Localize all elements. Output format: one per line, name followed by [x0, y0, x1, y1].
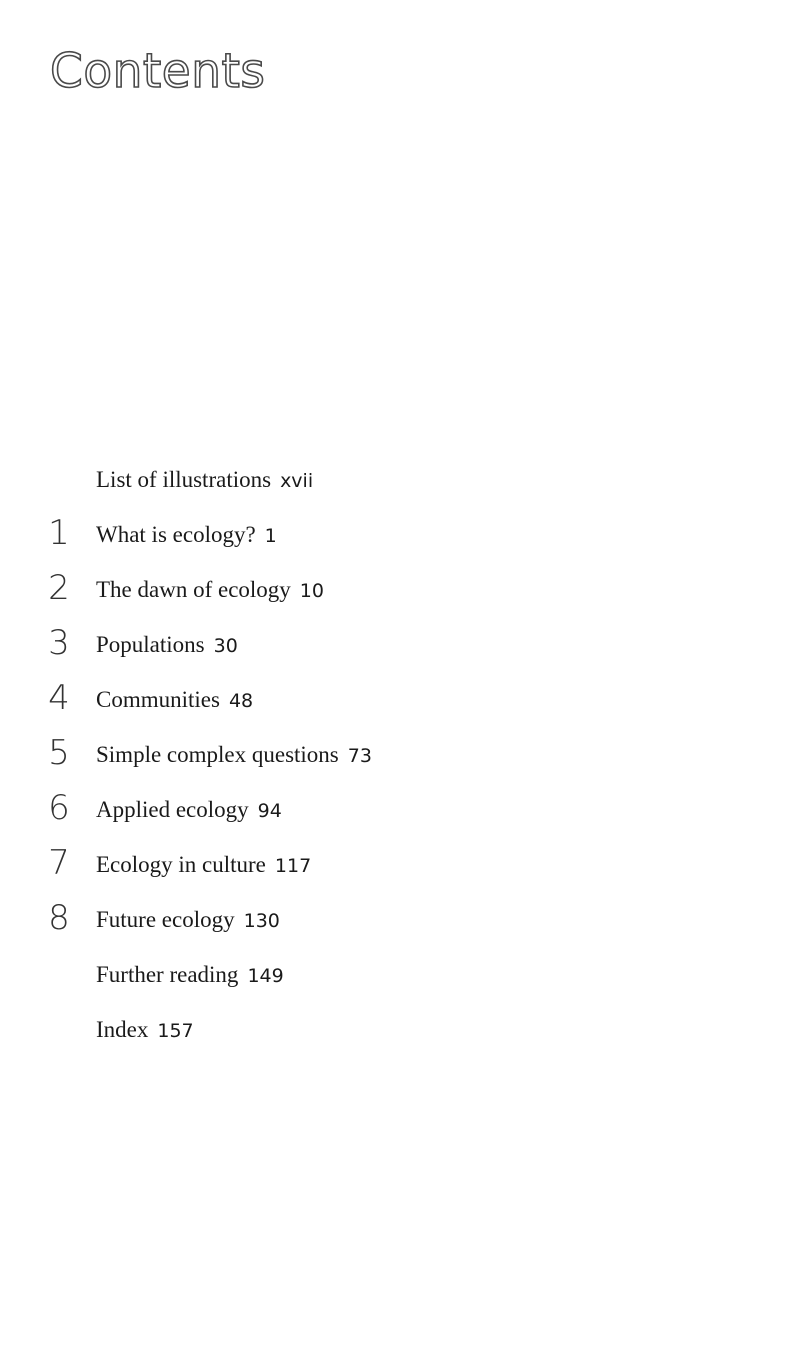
toc-entry-title[interactable]: Future ecology [96, 907, 235, 932]
toc-entry-page[interactable]: 48 [228, 690, 254, 712]
toc-entry-text [96, 906, 280, 937]
toc-entry-text [96, 576, 324, 607]
toc-entry-page[interactable]: 117 [274, 855, 312, 877]
chapter-number: 6 [48, 788, 70, 828]
toc-entry-page[interactable]: xvii [280, 470, 314, 492]
toc-entry-chapter-4[interactable] [0, 678, 800, 733]
toc-entry-page[interactable]: 1 [264, 525, 277, 547]
toc-entry-page[interactable]: 10 [299, 580, 324, 602]
chapter-number: 2 [48, 568, 70, 608]
toc-entry-text [96, 631, 238, 662]
toc-entry-page[interactable]: 130 [243, 910, 280, 932]
toc-entry-title[interactable]: What is ecology? [96, 522, 256, 547]
toc-entry-page[interactable]: 94 [257, 800, 282, 822]
page-title: Contents [50, 44, 266, 99]
toc-entry-page[interactable]: 30 [213, 635, 238, 657]
toc-entry-chapter-5[interactable] [0, 733, 800, 788]
toc-entry-text [96, 796, 282, 827]
toc-entry-chapter-7[interactable] [0, 843, 800, 898]
toc-entry-text [96, 521, 277, 552]
chapter-number: 4 [48, 678, 70, 718]
toc-entry-text [96, 686, 253, 717]
toc-entry-text [96, 466, 313, 497]
toc-entry-chapter-6[interactable] [0, 788, 800, 843]
toc-entry-text [96, 1016, 194, 1047]
toc-entry-title[interactable]: The dawn of ecology [96, 577, 291, 602]
toc-entry-title[interactable]: Applied ecology [96, 797, 249, 822]
chapter-number: 1 [48, 513, 70, 553]
table-of-contents [0, 458, 800, 1063]
toc-entry-page[interactable]: 73 [347, 745, 372, 767]
toc-entry-title[interactable]: Simple complex questions [96, 742, 339, 767]
toc-entry-list-of-illustrations[interactable] [0, 458, 800, 513]
toc-entry-title[interactable]: Further reading [96, 962, 239, 987]
toc-entry-index[interactable] [0, 1008, 800, 1063]
toc-entry-title[interactable]: Populations [96, 632, 205, 657]
toc-entry-further-reading[interactable] [0, 953, 800, 1008]
toc-entry-text [96, 961, 284, 992]
chapter-number: 7 [48, 843, 70, 883]
toc-entry-chapter-2[interactable] [0, 568, 800, 623]
toc-entry-chapter-1[interactable] [0, 513, 800, 568]
toc-entry-title[interactable]: Index [96, 1017, 149, 1042]
toc-entry-page[interactable]: 157 [157, 1020, 194, 1042]
chapter-number: 3 [48, 623, 70, 663]
toc-entry-title[interactable]: Communities [96, 687, 220, 712]
toc-entry-title[interactable]: Ecology in culture [96, 852, 266, 877]
chapter-number: 8 [48, 898, 70, 938]
toc-entry-chapter-8[interactable] [0, 898, 800, 953]
toc-entry-chapter-3[interactable] [0, 623, 800, 678]
toc-entry-text [96, 741, 372, 772]
toc-entry-page[interactable]: 149 [247, 965, 284, 987]
toc-entry-text [96, 851, 311, 882]
toc-entry-title[interactable]: List of illustrations [96, 467, 272, 492]
chapter-number: 5 [48, 733, 70, 773]
